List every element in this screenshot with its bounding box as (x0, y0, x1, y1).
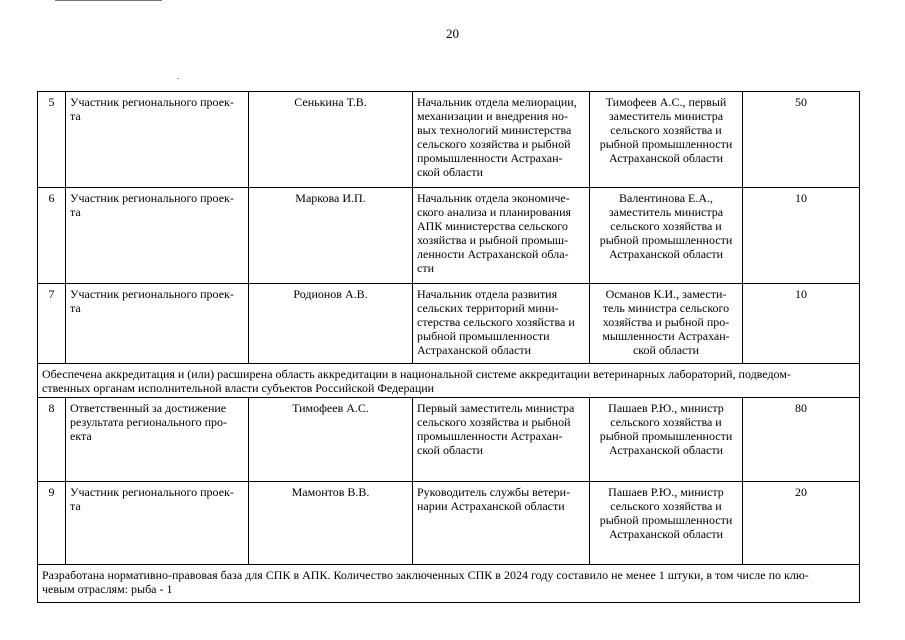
section-row (38, 364, 860, 398)
row-role: Участник регионального проек- та (66, 482, 249, 565)
table-row (38, 284, 860, 364)
row-load: 10 (743, 188, 860, 284)
row-name: Сенькина Т.В. (249, 92, 413, 188)
row-load: 20 (743, 482, 860, 565)
row-number: 9 (38, 482, 66, 565)
top-rule (55, 0, 162, 1)
table-row (38, 92, 860, 188)
row-position: Начальник отдела экономиче- ского анализа и планирования АПК министерства сельского хозяйства и рыбной промыш- ленности Астраханской обла- сти (413, 188, 590, 284)
row-role: Ответственный за достижение результата регионального про- екта (66, 398, 249, 482)
section-row (38, 565, 860, 603)
row-role: Участник регионального проек- та (66, 92, 249, 188)
row-name: Родионов А.В. (249, 284, 413, 364)
section-text: Обеспечена аккредитация и (или) расширена область аккредитации в национальной системе аккредитации ветеринарных лабораторий, подведом- ственных органам исполнительной власти субъектов Российской Федерации (38, 364, 860, 398)
row-position: Руководитель службы ветери- нарии Астраханской области (413, 482, 590, 565)
row-supervisor: Валентинова Е.А., заместитель министра сельского хозяйства и рыбной промышленности Астраханской области (590, 188, 743, 284)
row-number: 8 (38, 398, 66, 482)
table-row (38, 482, 860, 565)
row-supervisor: Пашаев Р.Ю., министр сельского хозяйства и рыбной промышленности Астраханской области (590, 398, 743, 482)
row-position: Начальник отдела мелиорации, механизации и внедрения но- вых технологий министерства сельского хозяйства и рыбной промышленности Астрахан- ской области (413, 92, 590, 188)
row-number: 6 (38, 188, 66, 284)
row-load: 10 (743, 284, 860, 364)
row-number: 5 (38, 92, 66, 188)
row-supervisor: Османов К.И., замести- тель министра сельского хозяйства и рыбной про- мышленности Астрахан- ской области (590, 284, 743, 364)
row-load: 50 (743, 92, 860, 188)
row-name: Тимофеев А.С. (249, 398, 413, 482)
row-supervisor: Тимофеев А.С., первый заместитель министра сельского хозяйства и рыбной промышленности Астраханской области (590, 92, 743, 188)
section-text: Разработана нормативно-правовая база для СПК в АПК. Количество заключенных СПК в 2024 году составило не менее 1 штуки, в том числе по клю- чевым отраслям: рыба - 1 (38, 565, 860, 603)
row-load: 80 (743, 398, 860, 482)
table-row (38, 188, 860, 284)
row-number: 7 (38, 284, 66, 364)
row-supervisor: Пашаев Р.Ю., министр сельского хозяйства и рыбной промышленности Астраханской области (590, 482, 743, 565)
scan-speck (177, 78, 179, 79)
row-position: Начальник отдела развития сельских территорий мини- стерства сельского хозяйства и рыбной промышленности Астраханской области (413, 284, 590, 364)
row-role: Участник регионального проек- та (66, 188, 249, 284)
table-row (38, 398, 860, 482)
project-team-table (37, 91, 860, 603)
row-name: Маркова И.П. (249, 188, 413, 284)
row-position: Первый заместитель министра сельского хозяйства и рыбной промышленности Астрахан- ской области (413, 398, 590, 482)
row-role: Участник регионального проек- та (66, 284, 249, 364)
page-number: 20 (446, 26, 459, 41)
row-name: Мамонтов В.В. (249, 482, 413, 565)
